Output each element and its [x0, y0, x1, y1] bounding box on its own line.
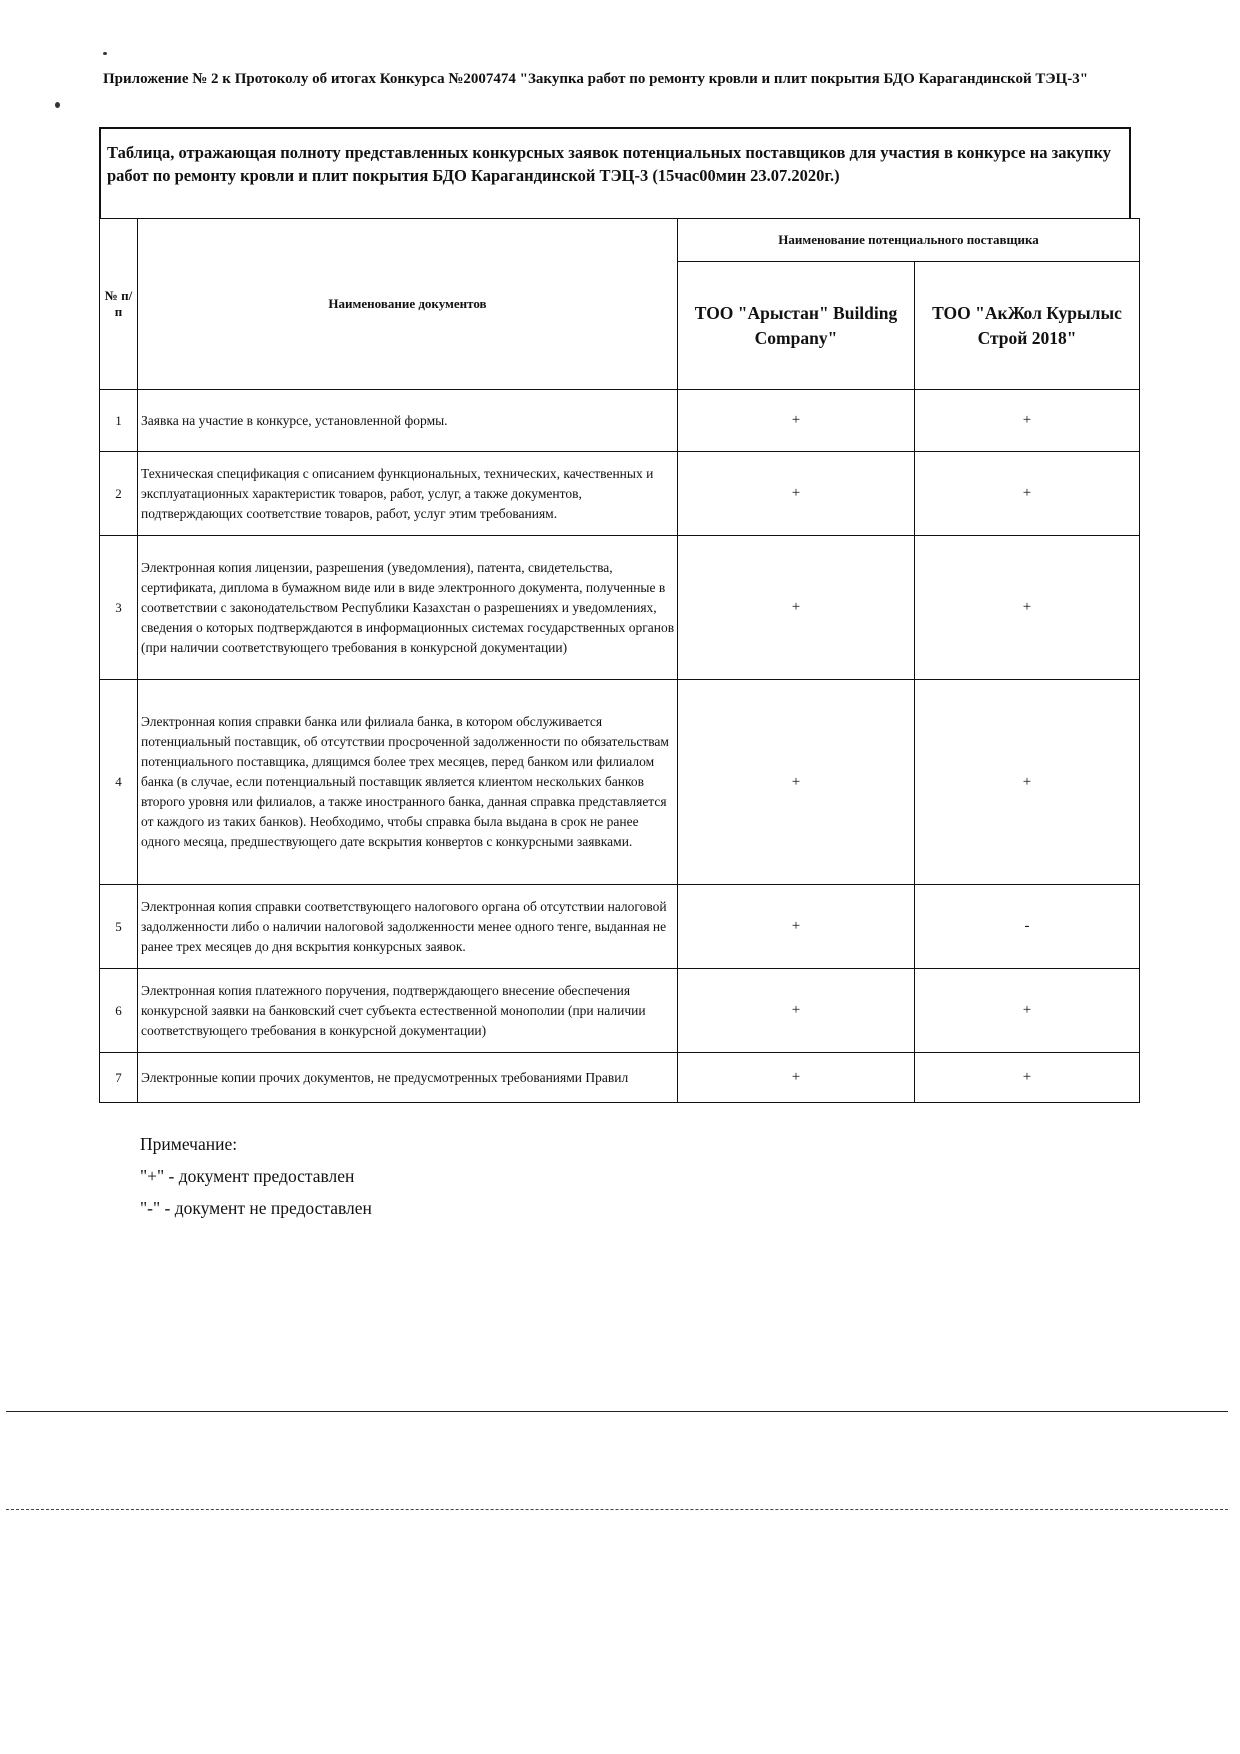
row-number: 7	[100, 1053, 138, 1103]
table-row	[100, 885, 1140, 969]
row-mark-supplier-2: +	[915, 969, 1140, 1053]
row-mark-supplier-2: -	[915, 885, 1140, 969]
row-document: Техническая спецификация с описанием функциональных, технических, качественных и эксплуатационных характеристик товаров, работ, услуг, а также документов, подтверждающих соответствие товаров, работ, услуг этим требованиям.	[138, 452, 678, 536]
row-document: Заявка на участие в конкурсе, установленной формы.	[138, 390, 678, 452]
row-number: 6	[100, 969, 138, 1053]
table-row	[100, 680, 1140, 885]
row-document: Электронная копия справки соответствующего налогового органа об отсутствии налоговой задолженности либо о наличии налоговой задолженности менее одного тенге, выданная не ранее трех месяцев до дня вскрытия конкурсных заявок.	[138, 885, 678, 969]
table-row	[100, 390, 1140, 452]
table-row	[100, 536, 1140, 680]
row-mark-supplier-1: +	[678, 452, 915, 536]
row-number: 1	[100, 390, 138, 452]
notes	[140, 1128, 372, 1224]
appendix-caption: Приложение № 2 к Протоколу об итогах Конкурса №2007474 "Закупка работ по ремонту кровли и плит покрытия БДО Карагандинской ТЭЦ-3"	[103, 71, 1089, 87]
row-mark-supplier-2: +	[915, 390, 1140, 452]
row-mark-supplier-1: +	[678, 390, 915, 452]
row-mark-supplier-2: +	[915, 680, 1140, 885]
row-number: 2	[100, 452, 138, 536]
note-minus: "-" - документ не предоставлен	[140, 1198, 372, 1218]
row-number: 3	[100, 536, 138, 680]
header-number: № п/п	[100, 219, 138, 390]
row-number: 5	[100, 885, 138, 969]
row-number: 4	[100, 680, 138, 885]
row-document: Электронные копии прочих документов, не предусмотренных требованиями Правил	[138, 1053, 678, 1103]
row-mark-supplier-2: +	[915, 452, 1140, 536]
header-supplier-2: ТОО "АкЖол Курылыс Строй 2018"	[915, 262, 1140, 390]
row-mark-supplier-2: +	[915, 536, 1140, 680]
row-mark-supplier-2: +	[915, 1053, 1140, 1103]
table-row	[100, 1053, 1140, 1103]
table-title: Таблица, отражающая полноту представленных конкурсных заявок потенциальных поставщиков для участия в конкурсе на закупку работ по ремонту кровли и плит покрытия БДО Карагандинской ТЭЦ-3 (15час00мин 23.07.2020г.)	[107, 143, 1112, 185]
header-supplier-1: ТОО "Арыстан" Building Company"	[678, 262, 915, 390]
row-document: Электронная копия справки банка или филиала банка, в котором обслуживается потенциальный поставщик, об отсутствии просроченной задолженности по обязательствам потенциального поставщика, длящимся более трех месяцев, перед банком или филиалом банка (в случае, если потенциальный поставщик является клиентом нескольких банков второго уровня или филиалов, а также иностранного банка, данная справка представляется от каждого из таких банков). Необходимо, чтобы справка была выдана в срок не ранее одного месяца, предшествующего дате вскрытия конвертов с конкурсными заявками.	[138, 680, 678, 885]
divider-line	[6, 1411, 1228, 1412]
row-mark-supplier-1: +	[678, 1053, 915, 1103]
table-row	[100, 969, 1140, 1053]
row-document: Электронная копия лицензии, разрешения (уведомления), патента, свидетельства, сертификата, диплома в бумажном виде или в виде электронного документа, полученные в соответствии с законодательством Республики Казахстан о разрешениях и уведомлениях, сведения о которых подтверждаются в информационных системах государственных органов (при наличии соответствующего требования в конкурсной документации)	[138, 536, 678, 680]
divider-line	[6, 1509, 1228, 1510]
header-documents: Наименование документов	[138, 219, 678, 390]
row-mark-supplier-1: +	[678, 969, 915, 1053]
submissions-table	[99, 218, 1140, 1103]
notes-title: Примечание:	[140, 1134, 238, 1154]
table-row	[100, 452, 1140, 536]
row-mark-supplier-1: +	[678, 680, 915, 885]
row-document: Электронная копия платежного поручения, подтверждающего внесение обеспечения конкурсной заявки на банковский счет субъекта естественной монополии (при наличии соответствующего требования в конкурсной документации)	[138, 969, 678, 1053]
scan-speck	[55, 102, 60, 108]
header-suppliers-group: Наименование потенциального поставщика	[678, 219, 1140, 262]
row-mark-supplier-1: +	[678, 536, 915, 680]
row-mark-supplier-1: +	[678, 885, 915, 969]
table-title-box	[99, 127, 1131, 218]
note-plus: "+" - документ предоставлен	[140, 1166, 355, 1186]
scan-speck	[103, 52, 107, 55]
